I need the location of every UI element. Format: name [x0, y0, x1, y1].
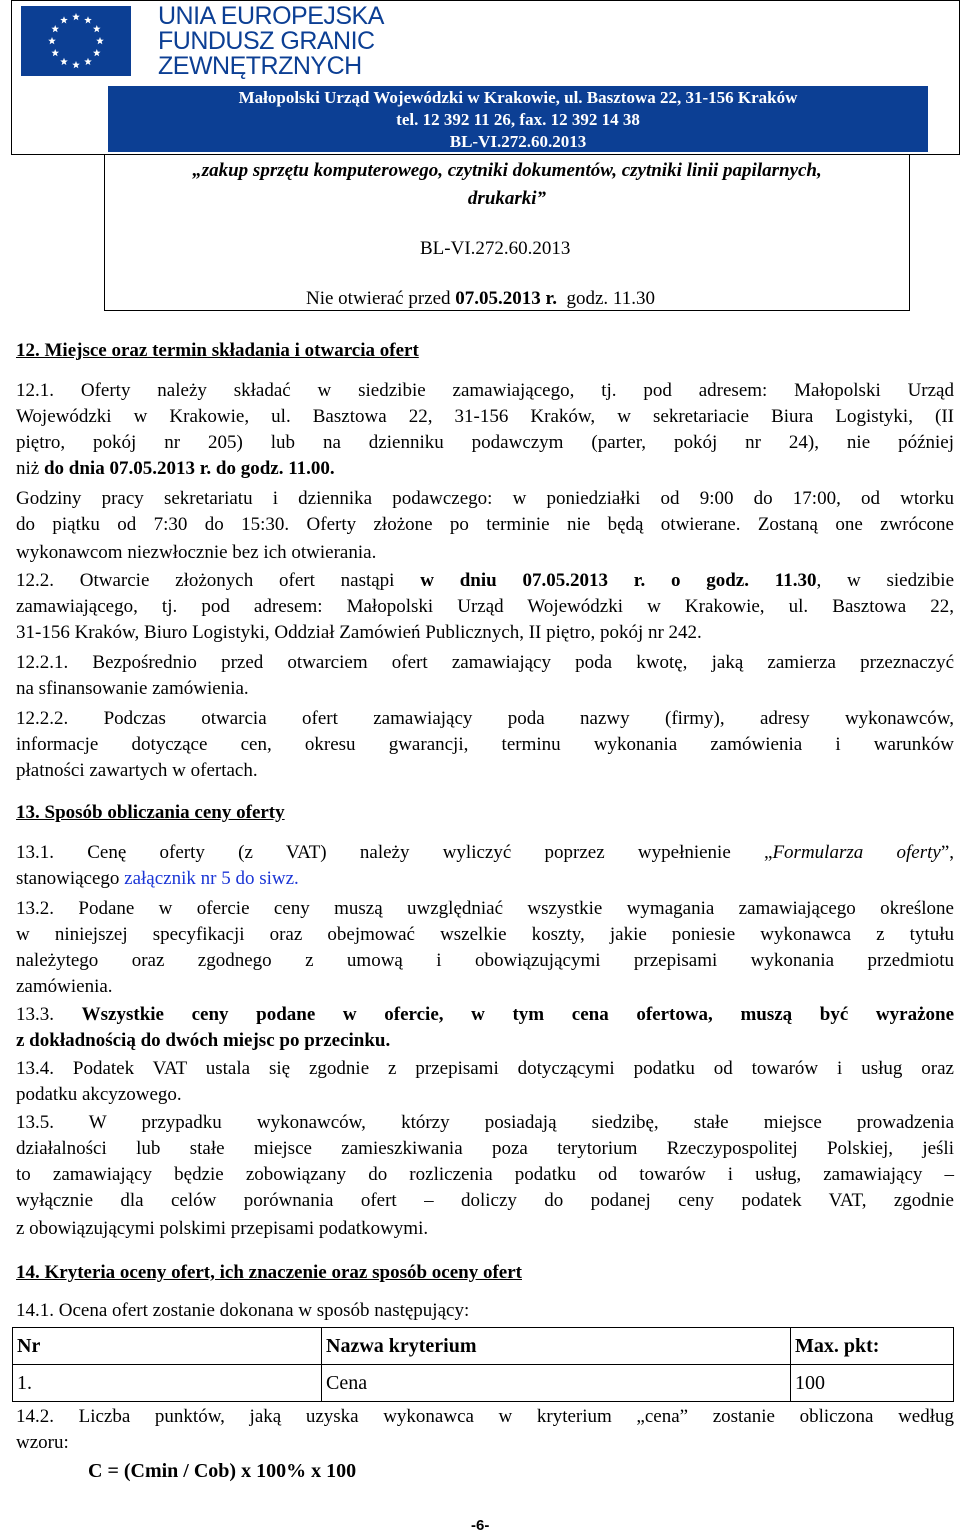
- rounding-prefix: 13.3.: [16, 1004, 82, 1025]
- eu-star-icon: [72, 13, 80, 20]
- para-12-1-line-f: do piątku od 7:30 do 15:30. Oferty złożone po terminie nie będą otwierane. Zostaną one zwrócone: [16, 514, 954, 535]
- eu-star-icon: [51, 25, 59, 32]
- para-13-4-line-a: 13.4. Podatek VAT ustala się zgodnie z przepisami dotyczącymi podatku od towarów i usług oraz: [16, 1058, 954, 1079]
- eu-flag-logo: [21, 6, 131, 76]
- rounding-rule: Wszystkie ceny podane w ofercie, w tym cena ofertowa, muszą być wyrażone: [81, 1004, 954, 1025]
- open-date: 07.05.2013 r.: [455, 288, 557, 309]
- envelope-open-notice: [306, 286, 655, 312]
- para-13-2-line-a: 13.2. Podane w ofercie ceny muszą uwzględniać wszystkie wymagania zamawiającego określone: [16, 898, 954, 919]
- eu-star-icon: [51, 49, 59, 56]
- para-13-5-line-a: 13.5. W przypadku wykonawców, którzy posiadają siedzibę, stałe miejsce prowadzenia: [16, 1112, 954, 1133]
- eu-stars-icon: [21, 6, 131, 76]
- row-criterion: Cena: [322, 1365, 791, 1402]
- office-ref: BL-VI.272.60.2013: [449, 132, 587, 151]
- para-13-3-line-b: z dokładnością do dwóch miejsc po przecinku.: [16, 1030, 391, 1051]
- eu-star-icon: [72, 61, 80, 68]
- eu-star-icon: [96, 37, 104, 44]
- section-13-heading: 13. Sposób obliczania ceny oferty: [16, 802, 285, 823]
- para-13-2-line-b: w niniejszej specyfikacji oraz obejmować wszelkie koszty, jakie poniesie wykonawca z tytułu: [16, 924, 954, 945]
- para-13-1-line-a: [16, 840, 954, 866]
- para-12-1-line-d: [16, 456, 335, 482]
- section-14-heading: 14. Kryteria oceny ofert, ich znaczenie oraz sposób oceny ofert: [16, 1262, 522, 1283]
- row-nr: 1.: [13, 1365, 322, 1402]
- eu-line-2: FUNDUSZ GRANIC: [158, 27, 375, 55]
- para-13-1-line-b: [16, 866, 299, 892]
- price-prefix: 13.1. Cenę oferty (z VAT) należy wyliczyć poprzez wypełnienie „: [16, 842, 773, 863]
- open-prefix: Nie otwierać przed: [306, 288, 456, 309]
- para-12-2-line-c: 31-156 Kraków, Biuro Logistyki, Oddział Zamówień Publicznych, II piętro, pokój nr 242.: [16, 622, 702, 643]
- criteria-table-header: [13, 1328, 954, 1365]
- para-13-5-line-b: działalności lub stałe miejsce zamieszkiwania poza terytorium Rzeczypospolitej Polskiej, jeśli: [16, 1138, 954, 1159]
- para-14-1: 14.1. Ocena ofert zostanie dokonana w sposób następujący:: [16, 1300, 470, 1321]
- eu-line-3: ZEWNĘTRZNYCH: [158, 52, 362, 80]
- para-13-3-line-a: [16, 1002, 954, 1028]
- eu-star-icon: [93, 25, 101, 32]
- para-14-2-line-b: wzoru:: [16, 1432, 69, 1453]
- page-number: -6-: [471, 1517, 490, 1534]
- eu-line-1: UNIA EUROPEJSKA: [158, 2, 384, 30]
- row-points: 100: [791, 1365, 954, 1402]
- price-suffix: ”,: [940, 842, 954, 863]
- para-12-2-line-a: [16, 568, 954, 594]
- opening-prefix: 12.2. Otwarcie złożonych ofert nastąpi: [16, 570, 421, 591]
- eu-star-icon: [60, 16, 68, 23]
- envelope-ref: BL-VI.272.60.2013: [420, 238, 571, 259]
- section-12-heading: 12. Miejsce oraz termin składania i otwarcia ofert: [16, 340, 419, 361]
- attachment-prefix: stanowiącego: [16, 868, 125, 889]
- para-12-2-2-line-b: informacje dotyczące cen, okresu gwarancji, terminu wykonania zamówienia i warunków: [16, 734, 954, 755]
- eu-fund-logo-text: [158, 4, 384, 79]
- header-max-points: Max. pkt:: [791, 1328, 954, 1365]
- eu-star-icon: [84, 58, 92, 65]
- para-13-5-line-c: to zamawiający będzie zobowiązany do rozliczenia podatku od towarów i usług, zamawiający –: [16, 1164, 954, 1185]
- para-12-1-line-b: Wojewódzki w Krakowie, ul. Basztowa 22, 31-156 Kraków, w sekretariacie Biura Logistyki, (II: [16, 406, 954, 427]
- para-12-2-line-b: zamawiającego, tj. pod adresem: Małopolski Urząd Wojewódzki w Krakowie, ul. Basztowa 22,: [16, 596, 954, 617]
- envelope-line-2: drukarki”: [467, 188, 547, 209]
- attachment-5-link[interactable]: załącznik nr 5 do siwz.: [124, 868, 299, 889]
- para-12-2-1-line-a: 12.2.1. Bezpośrednio przed otwarciem ofert zamawiający poda kwotę, jaką zamierza przeznaczyć: [16, 652, 954, 673]
- opening-date: w dniu 07.05.2013 r. o godz. 11.30: [420, 570, 817, 591]
- open-time: godz. 11.30: [566, 288, 655, 309]
- table-row: [13, 1365, 954, 1402]
- para-12-1-line-a: 12.1. Oferty należy składać w siedzibie zamawiającego, tj. pod adresem: Małopolski Urząd: [16, 380, 954, 401]
- eu-star-icon: [48, 37, 56, 44]
- price-formula: C = (Cmin / Cob) x 100% x 100: [88, 1460, 357, 1482]
- offer-form-name: Formularza oferty: [772, 842, 941, 863]
- office-address: Małopolski Urząd Wojewódzki w Krakowie, ul. Basztowa 22, 31-156 Kraków: [238, 88, 798, 107]
- para-13-5-line-e: z obowiązującymi polskimi przepisami podatkowymi.: [16, 1218, 429, 1239]
- para-12-2-2-line-c: płatności zawartych w ofertach.: [16, 760, 258, 781]
- envelope-line-1: „zakup sprzętu komputerowego, czytniki dokumentów, czytniki linii papilarnych,: [192, 160, 822, 181]
- para-13-2-line-c: należytego oraz zgodnego z umową i obowiązującymi przepisami wykonania przedmiotu: [16, 950, 954, 971]
- header-criterion-name: Nazwa kryterium: [322, 1328, 791, 1365]
- eu-star-icon: [84, 16, 92, 23]
- deadline-prefix: niż: [16, 458, 44, 479]
- letterhead: [8, 0, 958, 155]
- para-13-4-line-b: podatku akcyzowego.: [16, 1084, 182, 1105]
- para-12-2-1-line-b: na sfinansowanie zamówienia.: [16, 678, 249, 699]
- para-13-2-line-d: zamówienia.: [16, 976, 113, 997]
- para-13-5-line-d: wyłącznie dla celów porównania ofert – doliczy do podanej ceny podatek VAT, zgodnie: [16, 1190, 954, 1211]
- para-12-1-line-e: Godziny pracy sekretariatu i dziennika podawczego: w poniedziałki od 9:00 do 17:00, od wtorku: [16, 488, 954, 509]
- criteria-table: [12, 1327, 954, 1402]
- deadline-date: do dnia 07.05.2013 r. do godz. 11.00.: [43, 458, 335, 479]
- office-phone: tel. 12 392 11 26, fax. 12 392 14 38: [396, 110, 640, 129]
- opening-suffix: , w siedzibie: [816, 570, 955, 591]
- para-14-2-line-a: 14.2. Liczba punktów, jaką uzyska wykonawca w kryterium „cena” zostanie obliczona według: [16, 1406, 954, 1427]
- para-12-1-line-g: wykonawcom niezwłocznie bez ich otwierania.: [16, 542, 377, 563]
- header-nr: Nr: [13, 1328, 322, 1365]
- eu-star-icon: [60, 58, 68, 65]
- para-12-1-line-c: piętro, pokój nr 205) lub na dzienniku podawczym (parter, pokój nr 24), nie później: [16, 432, 954, 453]
- eu-star-icon: [93, 49, 101, 56]
- para-12-2-2-line-a: 12.2.2. Podczas otwarcia ofert zamawiający poda nazwy (firmy), adresy wykonawców,: [16, 708, 954, 729]
